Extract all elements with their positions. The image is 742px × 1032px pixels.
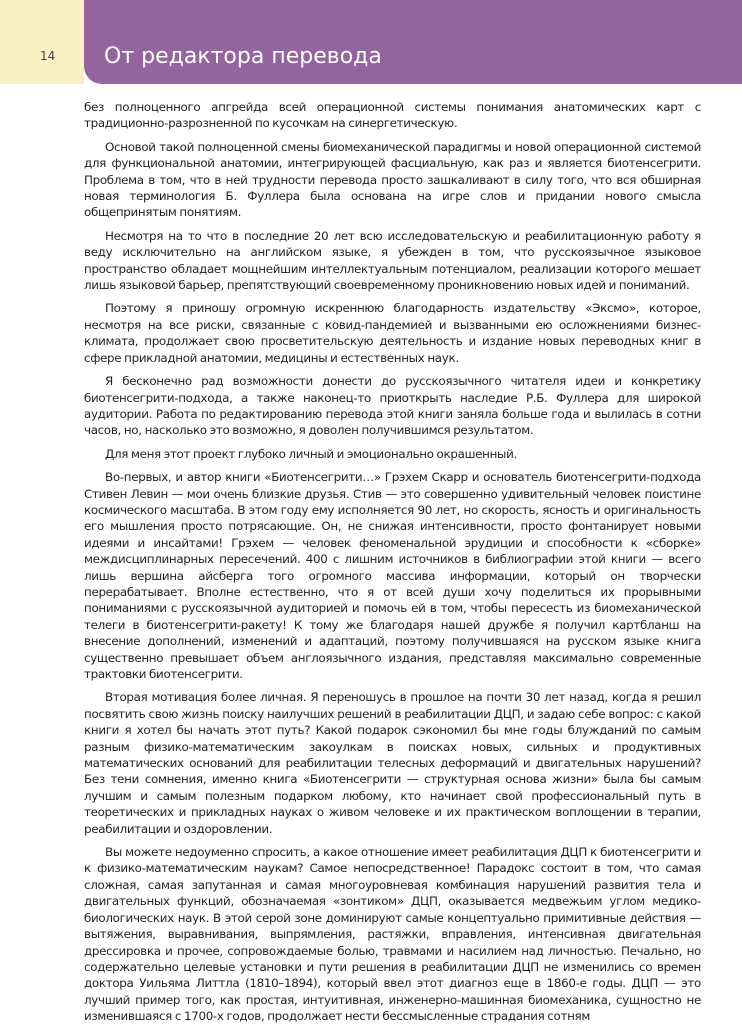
- page-header: [0, 0, 742, 84]
- paragraph: Во-первых, и автор книги «Биотенсегрити…» Грэхем Скарр и основатель биотенсегрити-подхода Стивен Левин — мои очень близкие друзья. Стив — это совершенно удивительный человек поистине космического масштаба. В этом году ему исполняется 90 лет, но скорость, ясность и оригинальность его мышления просто потрясающие. Он, не снижая интенсивности, просто фонтанирует новыми идеями и инсайтами! Грэхем — человек феноменальной эрудиции и способности к «сборке» междисциплинарных пересечений. 400 с лишним источников в библиографии этой книги — всего лишь вершина айсберга того огромного массива информации, который он творчески перерабатывает. Вполне естественно, что я от всей души хочу поделиться их прорывными пониманиями с русскоязычной аудиторией и помочь ей в том, чтобы пересесть из биомеханической телеги в биотенсегрити-ракету! К тому же благодаря нашей дружбе я получил картбланш на внесение дополнений, изменений и адаптаций, поэтому получившаяся на русском языке книга существенно превышает объем англоязычного издания, представляя максимально современные трактовки биотенсегрити.: [84, 470, 701, 681]
- paragraph: Вы можете недоуменно спросить, а какое отношение имеет реабилитация ДЦП к биотенсегрити и к физико-математическим наукам? Самое непосредственное! Парадокс состоит в том, что самая сложная, самая запутанная и самая многоуровневая комбинация нарушений развития тела и двигательных функций, обозначаемая «зонтиком» ДЦП, оказывается медвежьим углом медико-биологических наук. В этой серой зоне доминируют самые концептуально примитивные действия — вытяжения, выравнивания, выпрямления, растяжки, вправления, интенсивная двигательная дрессировка и прочее, сопровождаемые болью, травмами и насилием над личностью. Печально, но содержательно целевые установки и пути решения в реабилитации ДЦП не изменились со времен доктора Уильяма Литтла (1810–1894), который ввел этот диагноз еще в 1860-е годы. ДЦП — это лучший пример того, как простая, интуитивная, инженерно-машинная биомеханика, сущностно не изменившаяся с 1700-х годов, продолжает нести бессмысленные страдания сотням: [84, 845, 701, 1024]
- chapter-title: От редактора перевода: [104, 44, 382, 69]
- paragraph: Для меня этот проект глубоко личный и эмоционально окрашенный.: [105, 446, 517, 461]
- body-text: [84, 99, 701, 1032]
- paragraph: Вторая мотивация более личная. Я переношусь в прошлое на почти 30 лет назад, когда я решил посвятить свою жизнь поиску наилучших решений в реабилитации ДЦП, и задаю себе вопрос: с какой книги я хотел бы начать этот путь? Какой подарок сэкономил бы мне годы блужданий по самым разным физико-математическим закоулкам в поисках новых, сильных и продуктивных математических оснований для реабилитации телесных деформаций и двигательных нарушений? Без тени сомнения, именно книга «Биотенсегрити — структурная основа жизни» была бы самым лучшим и самым полезным подарком любому, кто начинает свой профессиональный путь в теоретических и прикладных науках о живом человеке и их практическом воплощении в терапии, реабилитации и оздоровлении.: [84, 690, 701, 836]
- paragraph: Несмотря на то что в последние 20 лет всю исследовательскую и реабилитационную работу я веду исключительно на английском языке, я убежден в том, что русскоязычное языковое пространство обладает мощнейшим интеллектуальным потенциалом, реализации которого мешает лишь языковой барьер, препятствующий своевременному проникновению новых идей и пониманий.: [84, 228, 701, 293]
- page-number-tab: [0, 0, 84, 84]
- paragraph: Поэтому я приношу огромную искреннюю благодарность издательству «Эксмо», которое, несмотря на все риски, связанные с ковид-пандемией и вызванными ею осложнениями бизнес-климата, продолжает свою просветительскую деятельность и издание новых переводных книг в сфере прикладной анатомии, медицины и естественных наук.: [84, 301, 701, 365]
- paragraph: Основой такой полноценной смены биомеханической парадигмы и новой операционной системой для функциональной анатомии, интегрирующей фасциальную, как раз и является биотенсегрити. Проблема в том, что в ней трудности перевода просто зашкаливают в силу того, что вся обширная новая терминология Б. Фуллера была основана на игре слов и придании нового смысла общепринятым понятиям.: [84, 139, 701, 220]
- page-number: 14: [40, 49, 56, 63]
- paragraph: без полноценного апгрейда всей операционной системы понимания анатомических карт с традиционно-разрозненной по кусочкам на синергетическую.: [84, 100, 701, 131]
- chapter-title-bar: [84, 0, 742, 84]
- paragraph: Я бесконечно рад возможности донести до русскоязычного читателя идеи и конкретику биотенсегрити-подхода, а также наконец-то приоткрыть наследие Р.Б. Фуллера для широкой аудитории. Работа по редактированию перевода этой книги заняла больше года и вылилась в сотни часов, но, насколько это возможно, я доволен получившимся результатом.: [84, 374, 701, 438]
